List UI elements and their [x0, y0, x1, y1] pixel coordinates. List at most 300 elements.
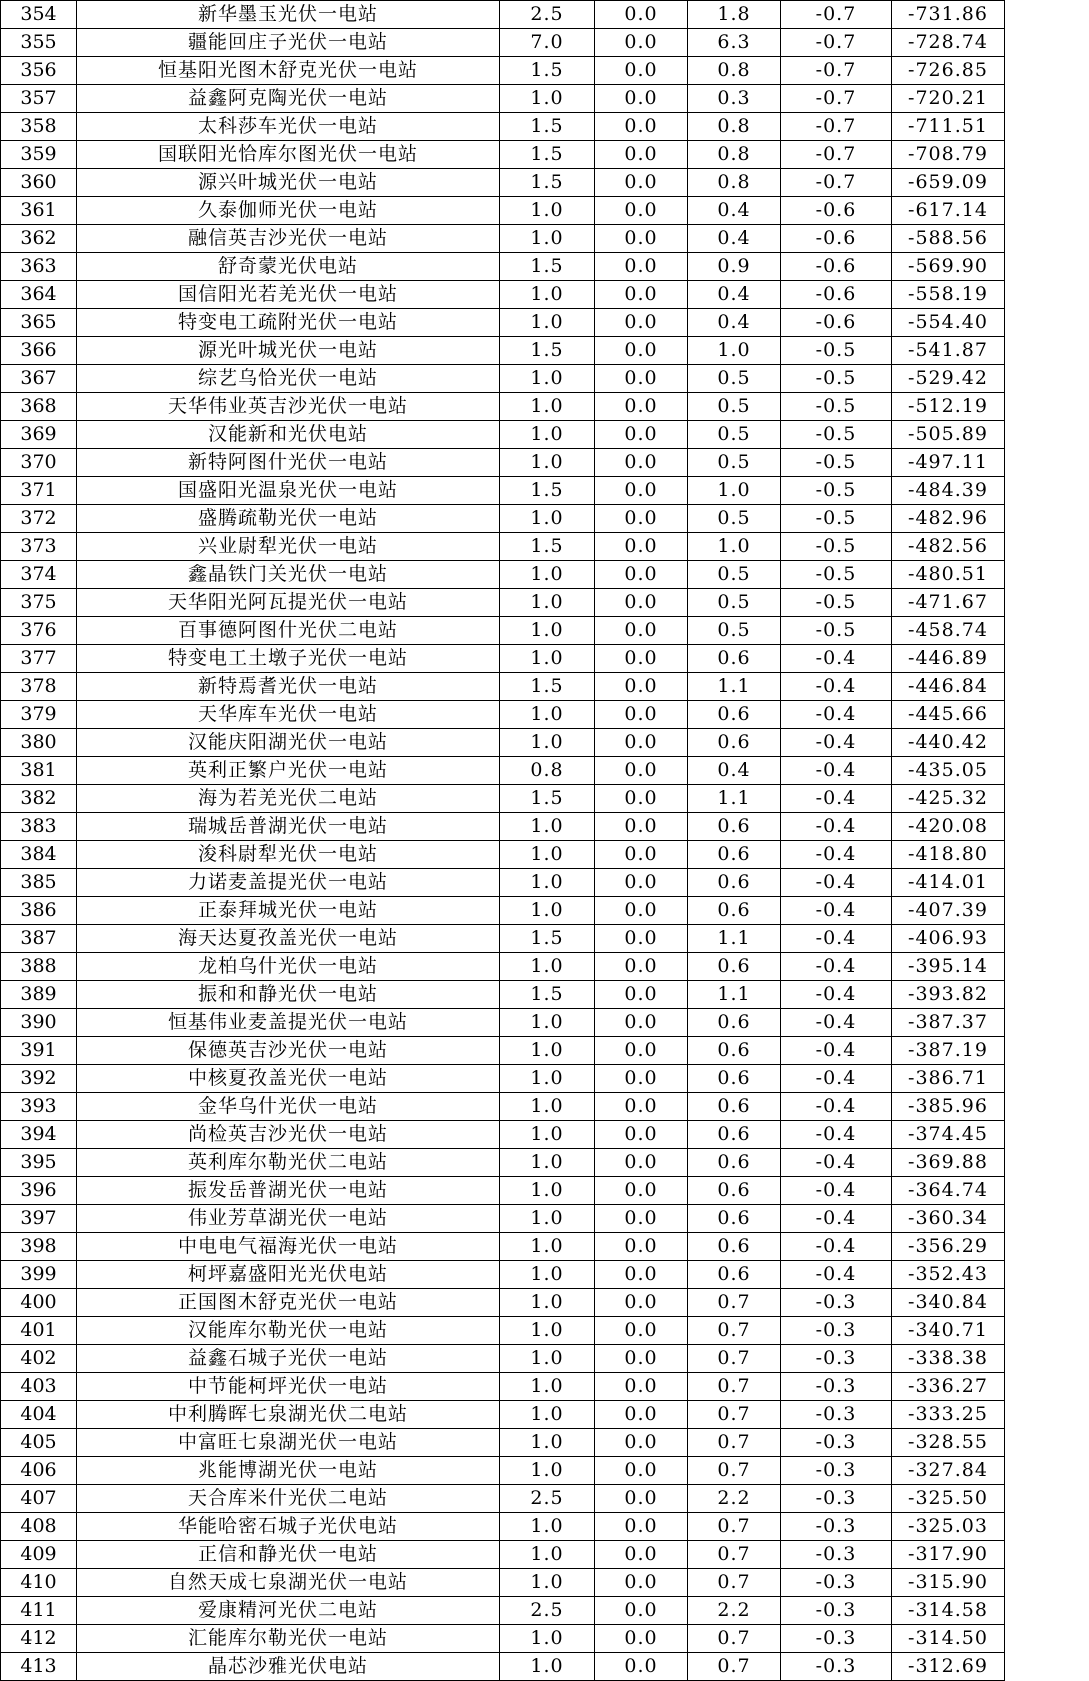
value-cell-5: -588.56 [892, 225, 1005, 253]
value-cell-4: -0.3 [781, 1653, 892, 1681]
value-cell-5: -406.93 [892, 925, 1005, 953]
value-cell-1: 1.5 [500, 113, 595, 141]
station-name-cell: 国联阳光恰库尔图光伏一电站 [77, 141, 500, 169]
value-cell-1: 1.0 [500, 197, 595, 225]
value-cell-2: 0.0 [595, 1093, 688, 1121]
station-name-cell: 融信英吉沙光伏一电站 [77, 225, 500, 253]
station-name-cell: 柯坪嘉盛阳光光伏电站 [77, 1261, 500, 1289]
value-cell-3: 0.4 [688, 757, 781, 785]
value-cell-5: -314.58 [892, 1597, 1005, 1625]
value-cell-1: 1.0 [500, 1317, 595, 1345]
value-cell-1: 1.0 [500, 85, 595, 113]
value-cell-4: -0.4 [781, 953, 892, 981]
station-name-cell: 天华伟业英吉沙光伏一电站 [77, 393, 500, 421]
station-name-cell: 兴业尉犁光伏一电站 [77, 533, 500, 561]
row-index-cell: 365 [1, 309, 77, 337]
value-cell-3: 0.4 [688, 309, 781, 337]
value-cell-5: -333.25 [892, 1401, 1005, 1429]
value-cell-5: -711.51 [892, 113, 1005, 141]
value-cell-3: 1.0 [688, 337, 781, 365]
value-cell-4: -0.4 [781, 1261, 892, 1289]
value-cell-5: -558.19 [892, 281, 1005, 309]
value-cell-3: 0.7 [688, 1317, 781, 1345]
table-row [1, 85, 1005, 113]
value-cell-2: 0.0 [595, 393, 688, 421]
value-cell-2: 0.0 [595, 505, 688, 533]
table-row [1, 1541, 1005, 1569]
station-name-cell: 金华乌什光伏一电站 [77, 1093, 500, 1121]
station-name-cell: 综艺乌恰光伏一电站 [77, 365, 500, 393]
table-row [1, 785, 1005, 813]
value-cell-4: -0.5 [781, 477, 892, 505]
table-row [1, 1625, 1005, 1653]
station-name-cell: 恒基阳光图木舒克光伏一电站 [77, 57, 500, 85]
value-cell-5: -497.11 [892, 449, 1005, 477]
value-cell-1: 1.0 [500, 617, 595, 645]
station-name-cell: 正信和静光伏一电站 [77, 1541, 500, 1569]
value-cell-5: -484.39 [892, 477, 1005, 505]
value-cell-4: -0.5 [781, 617, 892, 645]
value-cell-3: 0.6 [688, 1065, 781, 1093]
value-cell-3: 0.5 [688, 393, 781, 421]
row-index-cell: 373 [1, 533, 77, 561]
value-cell-5: -395.14 [892, 953, 1005, 981]
row-index-cell: 359 [1, 141, 77, 169]
value-cell-2: 0.0 [595, 1233, 688, 1261]
value-cell-2: 0.0 [595, 533, 688, 561]
row-index-cell: 398 [1, 1233, 77, 1261]
table-row [1, 1037, 1005, 1065]
station-name-cell: 恒基伟业麦盖提光伏一电站 [77, 1009, 500, 1037]
value-cell-1: 1.0 [500, 1457, 595, 1485]
value-cell-3: 0.5 [688, 561, 781, 589]
value-cell-5: -364.74 [892, 1177, 1005, 1205]
row-index-cell: 363 [1, 253, 77, 281]
value-cell-2: 0.0 [595, 1541, 688, 1569]
row-index-cell: 409 [1, 1541, 77, 1569]
value-cell-2: 0.0 [595, 29, 688, 57]
station-name-cell: 正泰拜城光伏一电站 [77, 897, 500, 925]
value-cell-2: 0.0 [595, 169, 688, 197]
value-cell-4: -0.3 [781, 1541, 892, 1569]
table-row [1, 1569, 1005, 1597]
table-row [1, 1597, 1005, 1625]
table-row [1, 393, 1005, 421]
value-cell-3: 0.7 [688, 1401, 781, 1429]
value-cell-1: 1.5 [500, 673, 595, 701]
row-index-cell: 368 [1, 393, 77, 421]
value-cell-3: 0.8 [688, 141, 781, 169]
table-row [1, 533, 1005, 561]
value-cell-5: -387.37 [892, 1009, 1005, 1037]
value-cell-1: 1.5 [500, 141, 595, 169]
value-cell-3: 0.8 [688, 169, 781, 197]
value-cell-3: 0.6 [688, 841, 781, 869]
value-cell-5: -393.82 [892, 981, 1005, 1009]
value-cell-4: -0.4 [781, 813, 892, 841]
value-cell-4: -0.3 [781, 1569, 892, 1597]
station-name-cell: 尚检英吉沙光伏一电站 [77, 1121, 500, 1149]
table-row [1, 841, 1005, 869]
row-index-cell: 411 [1, 1597, 77, 1625]
row-index-cell: 356 [1, 57, 77, 85]
row-index-cell: 370 [1, 449, 77, 477]
table-row [1, 617, 1005, 645]
value-cell-5: -328.55 [892, 1429, 1005, 1457]
row-index-cell: 385 [1, 869, 77, 897]
value-cell-4: -0.3 [781, 1373, 892, 1401]
value-cell-2: 0.0 [595, 1485, 688, 1513]
row-index-cell: 380 [1, 729, 77, 757]
station-name-cell: 汉能新和光伏电站 [77, 421, 500, 449]
value-cell-4: -0.4 [781, 757, 892, 785]
value-cell-5: -720.21 [892, 85, 1005, 113]
value-cell-2: 0.0 [595, 337, 688, 365]
table-row [1, 477, 1005, 505]
value-cell-3: 0.6 [688, 869, 781, 897]
station-name-cell: 伟业芳草湖光伏一电站 [77, 1205, 500, 1233]
value-cell-1: 1.0 [500, 869, 595, 897]
value-cell-1: 1.0 [500, 1429, 595, 1457]
value-cell-1: 1.0 [500, 281, 595, 309]
value-cell-4: -0.4 [781, 1093, 892, 1121]
table-row [1, 29, 1005, 57]
value-cell-5: -471.67 [892, 589, 1005, 617]
row-index-cell: 372 [1, 505, 77, 533]
value-cell-2: 0.0 [595, 1625, 688, 1653]
value-cell-2: 0.0 [595, 897, 688, 925]
row-index-cell: 397 [1, 1205, 77, 1233]
value-cell-1: 1.0 [500, 1205, 595, 1233]
station-name-cell: 海为若羌光伏二电站 [77, 785, 500, 813]
table-row [1, 1513, 1005, 1541]
value-cell-2: 0.0 [595, 1065, 688, 1093]
value-cell-1: 1.5 [500, 925, 595, 953]
value-cell-5: -325.03 [892, 1513, 1005, 1541]
value-cell-5: -446.89 [892, 645, 1005, 673]
value-cell-5: -336.27 [892, 1373, 1005, 1401]
table-row [1, 561, 1005, 589]
value-cell-4: -0.4 [781, 1177, 892, 1205]
row-index-cell: 354 [1, 1, 77, 29]
value-cell-3: 1.1 [688, 673, 781, 701]
value-cell-3: 0.6 [688, 897, 781, 925]
value-cell-1: 1.0 [500, 505, 595, 533]
table-row [1, 365, 1005, 393]
value-cell-3: 0.5 [688, 449, 781, 477]
value-cell-5: -340.84 [892, 1289, 1005, 1317]
row-index-cell: 394 [1, 1121, 77, 1149]
value-cell-1: 1.0 [500, 421, 595, 449]
table-row [1, 1065, 1005, 1093]
value-cell-1: 2.5 [500, 1485, 595, 1513]
value-cell-4: -0.4 [781, 841, 892, 869]
value-cell-3: 0.6 [688, 1233, 781, 1261]
row-index-cell: 407 [1, 1485, 77, 1513]
station-name-cell: 爱康精河光伏二电站 [77, 1597, 500, 1625]
value-cell-2: 0.0 [595, 141, 688, 169]
table-row [1, 1093, 1005, 1121]
station-name-cell: 天合库米什光伏二电站 [77, 1485, 500, 1513]
value-cell-3: 1.1 [688, 925, 781, 953]
table-row [1, 813, 1005, 841]
value-cell-5: -554.40 [892, 309, 1005, 337]
value-cell-4: -0.4 [781, 1009, 892, 1037]
station-name-cell: 自然天成七泉湖光伏一电站 [77, 1569, 500, 1597]
value-cell-2: 0.0 [595, 701, 688, 729]
value-cell-5: -617.14 [892, 197, 1005, 225]
row-index-cell: 405 [1, 1429, 77, 1457]
value-cell-2: 0.0 [595, 1653, 688, 1681]
value-cell-1: 1.5 [500, 253, 595, 281]
station-name-cell: 保德英吉沙光伏一电站 [77, 1037, 500, 1065]
value-cell-4: -0.5 [781, 533, 892, 561]
table-row [1, 645, 1005, 673]
value-cell-3: 0.6 [688, 1205, 781, 1233]
value-cell-2: 0.0 [595, 1569, 688, 1597]
value-cell-3: 0.7 [688, 1289, 781, 1317]
station-name-cell: 华能哈密石城子光伏电站 [77, 1513, 500, 1541]
value-cell-1: 1.0 [500, 1401, 595, 1429]
value-cell-3: 0.8 [688, 113, 781, 141]
value-cell-4: -0.3 [781, 1429, 892, 1457]
station-name-cell: 振发岳普湖光伏一电站 [77, 1177, 500, 1205]
value-cell-5: -418.80 [892, 841, 1005, 869]
value-cell-3: 0.8 [688, 57, 781, 85]
station-name-cell: 疆能回庄子光伏一电站 [77, 29, 500, 57]
value-cell-4: -0.3 [781, 1597, 892, 1625]
value-cell-2: 0.0 [595, 281, 688, 309]
value-cell-2: 0.0 [595, 253, 688, 281]
value-cell-5: -385.96 [892, 1093, 1005, 1121]
value-cell-3: 0.7 [688, 1625, 781, 1653]
row-index-cell: 387 [1, 925, 77, 953]
table-row [1, 953, 1005, 981]
value-cell-4: -0.4 [781, 1205, 892, 1233]
station-name-cell: 益鑫阿克陶光伏一电站 [77, 85, 500, 113]
value-cell-5: -312.69 [892, 1653, 1005, 1681]
value-cell-1: 1.5 [500, 533, 595, 561]
row-index-cell: 399 [1, 1261, 77, 1289]
station-name-cell: 中核夏孜盖光伏一电站 [77, 1065, 500, 1093]
value-cell-5: -505.89 [892, 421, 1005, 449]
row-index-cell: 389 [1, 981, 77, 1009]
value-cell-4: -0.3 [781, 1289, 892, 1317]
value-cell-5: -338.38 [892, 1345, 1005, 1373]
value-cell-4: -0.5 [781, 449, 892, 477]
value-cell-4: -0.4 [781, 1037, 892, 1065]
value-cell-1: 1.0 [500, 897, 595, 925]
row-index-cell: 390 [1, 1009, 77, 1037]
value-cell-4: -0.7 [781, 29, 892, 57]
value-cell-2: 0.0 [595, 1205, 688, 1233]
value-cell-1: 1.5 [500, 785, 595, 813]
value-cell-1: 1.0 [500, 1513, 595, 1541]
value-cell-1: 1.0 [500, 841, 595, 869]
value-cell-5: -482.56 [892, 533, 1005, 561]
station-name-cell: 新特焉耆光伏一电站 [77, 673, 500, 701]
value-cell-2: 0.0 [595, 645, 688, 673]
value-cell-4: -0.6 [781, 309, 892, 337]
value-cell-5: -435.05 [892, 757, 1005, 785]
station-name-cell: 百事德阿图什光伏二电站 [77, 617, 500, 645]
table-body [1, 1, 1005, 1681]
value-cell-1: 1.0 [500, 1569, 595, 1597]
row-index-cell: 403 [1, 1373, 77, 1401]
station-name-cell: 力诺麦盖提光伏一电站 [77, 869, 500, 897]
value-cell-4: -0.5 [781, 505, 892, 533]
value-cell-5: -482.96 [892, 505, 1005, 533]
value-cell-5: -356.29 [892, 1233, 1005, 1261]
value-cell-2: 0.0 [595, 1597, 688, 1625]
value-cell-5: -569.90 [892, 253, 1005, 281]
value-cell-3: 0.6 [688, 645, 781, 673]
station-name-cell: 英利库尔勒光伏二电站 [77, 1149, 500, 1177]
value-cell-1: 1.0 [500, 393, 595, 421]
table-row [1, 1233, 1005, 1261]
value-cell-2: 0.0 [595, 1037, 688, 1065]
value-cell-3: 6.3 [688, 29, 781, 57]
value-cell-4: -0.5 [781, 561, 892, 589]
value-cell-3: 0.4 [688, 281, 781, 309]
value-cell-4: -0.3 [781, 1457, 892, 1485]
value-cell-4: -0.6 [781, 253, 892, 281]
value-cell-2: 0.0 [595, 449, 688, 477]
value-cell-4: -0.6 [781, 281, 892, 309]
value-cell-5: -327.84 [892, 1457, 1005, 1485]
value-cell-4: -0.4 [781, 897, 892, 925]
value-cell-5: -407.39 [892, 897, 1005, 925]
value-cell-5: -445.66 [892, 701, 1005, 729]
value-cell-3: 0.9 [688, 253, 781, 281]
value-cell-1: 1.0 [500, 449, 595, 477]
value-cell-1: 1.5 [500, 477, 595, 505]
station-name-cell: 盛腾疏勒光伏一电站 [77, 505, 500, 533]
value-cell-4: -0.5 [781, 589, 892, 617]
value-cell-3: 0.6 [688, 1037, 781, 1065]
table-row [1, 253, 1005, 281]
table-row [1, 925, 1005, 953]
value-cell-2: 0.0 [595, 1149, 688, 1177]
value-cell-2: 0.0 [595, 785, 688, 813]
row-index-cell: 371 [1, 477, 77, 505]
station-name-cell: 国信阳光若羌光伏一电站 [77, 281, 500, 309]
row-index-cell: 383 [1, 813, 77, 841]
value-cell-5: -317.90 [892, 1541, 1005, 1569]
value-cell-5: -512.19 [892, 393, 1005, 421]
station-name-cell: 鑫晶铁门关光伏一电站 [77, 561, 500, 589]
value-cell-3: 1.1 [688, 785, 781, 813]
table-row [1, 113, 1005, 141]
value-cell-5: -726.85 [892, 57, 1005, 85]
value-cell-3: 0.6 [688, 701, 781, 729]
table-row [1, 1009, 1005, 1037]
table-row [1, 589, 1005, 617]
station-name-cell: 特变电工疏附光伏一电站 [77, 309, 500, 337]
table-row [1, 1317, 1005, 1345]
station-name-cell: 源兴叶城光伏一电站 [77, 169, 500, 197]
value-cell-4: -0.4 [781, 981, 892, 1009]
value-cell-4: -0.4 [781, 1233, 892, 1261]
table-row [1, 1373, 1005, 1401]
value-cell-3: 0.3 [688, 85, 781, 113]
row-index-cell: 367 [1, 365, 77, 393]
value-cell-4: -0.3 [781, 1345, 892, 1373]
value-cell-2: 0.0 [595, 421, 688, 449]
table-row [1, 701, 1005, 729]
row-index-cell: 393 [1, 1093, 77, 1121]
value-cell-3: 2.2 [688, 1485, 781, 1513]
value-cell-3: 0.7 [688, 1457, 781, 1485]
value-cell-2: 0.0 [595, 757, 688, 785]
row-index-cell: 375 [1, 589, 77, 617]
value-cell-3: 0.6 [688, 1261, 781, 1289]
value-cell-2: 0.0 [595, 841, 688, 869]
value-cell-4: -0.3 [781, 1485, 892, 1513]
value-cell-3: 0.6 [688, 813, 781, 841]
station-name-cell: 正国图木舒克光伏一电站 [77, 1289, 500, 1317]
value-cell-4: -0.4 [781, 645, 892, 673]
value-cell-1: 2.5 [500, 1597, 595, 1625]
value-cell-2: 0.0 [595, 1261, 688, 1289]
value-cell-1: 2.5 [500, 1, 595, 29]
value-cell-1: 1.0 [500, 1065, 595, 1093]
station-name-cell: 国盛阳光温泉光伏一电站 [77, 477, 500, 505]
table-row [1, 141, 1005, 169]
station-name-cell: 海天达夏孜盖光伏一电站 [77, 925, 500, 953]
row-index-cell: 360 [1, 169, 77, 197]
value-cell-2: 0.0 [595, 1513, 688, 1541]
station-name-cell: 中电电气福海光伏一电站 [77, 1233, 500, 1261]
value-cell-5: -420.08 [892, 813, 1005, 841]
value-cell-5: -369.88 [892, 1149, 1005, 1177]
row-index-cell: 369 [1, 421, 77, 449]
value-cell-1: 1.0 [500, 1177, 595, 1205]
value-cell-5: -541.87 [892, 337, 1005, 365]
value-cell-2: 0.0 [595, 1, 688, 29]
station-name-cell: 天华阳光阿瓦提光伏一电站 [77, 589, 500, 617]
station-name-cell: 汇能库尔勒光伏一电站 [77, 1625, 500, 1653]
value-cell-4: -0.7 [781, 141, 892, 169]
value-cell-1: 1.0 [500, 1149, 595, 1177]
value-cell-2: 0.0 [595, 113, 688, 141]
station-name-cell: 中节能柯坪光伏一电站 [77, 1373, 500, 1401]
station-name-cell: 中富旺七泉湖光伏一电站 [77, 1429, 500, 1457]
row-index-cell: 408 [1, 1513, 77, 1541]
row-index-cell: 401 [1, 1317, 77, 1345]
table-row [1, 1205, 1005, 1233]
value-cell-4: -0.4 [781, 729, 892, 757]
value-cell-4: -0.3 [781, 1625, 892, 1653]
station-name-cell: 汉能庆阳湖光伏一电站 [77, 729, 500, 757]
value-cell-1: 1.5 [500, 57, 595, 85]
value-cell-1: 1.0 [500, 1233, 595, 1261]
value-cell-5: -386.71 [892, 1065, 1005, 1093]
value-cell-3: 1.0 [688, 477, 781, 505]
value-cell-3: 0.5 [688, 505, 781, 533]
value-cell-3: 0.7 [688, 1653, 781, 1681]
row-index-cell: 404 [1, 1401, 77, 1429]
value-cell-1: 1.0 [500, 1037, 595, 1065]
value-cell-5: -731.86 [892, 1, 1005, 29]
value-cell-1: 1.5 [500, 981, 595, 1009]
value-cell-2: 0.0 [595, 869, 688, 897]
value-cell-5: -458.74 [892, 617, 1005, 645]
value-cell-5: -360.34 [892, 1205, 1005, 1233]
station-name-cell: 龙柏乌什光伏一电站 [77, 953, 500, 981]
value-cell-2: 0.0 [595, 617, 688, 645]
value-cell-3: 0.7 [688, 1429, 781, 1457]
